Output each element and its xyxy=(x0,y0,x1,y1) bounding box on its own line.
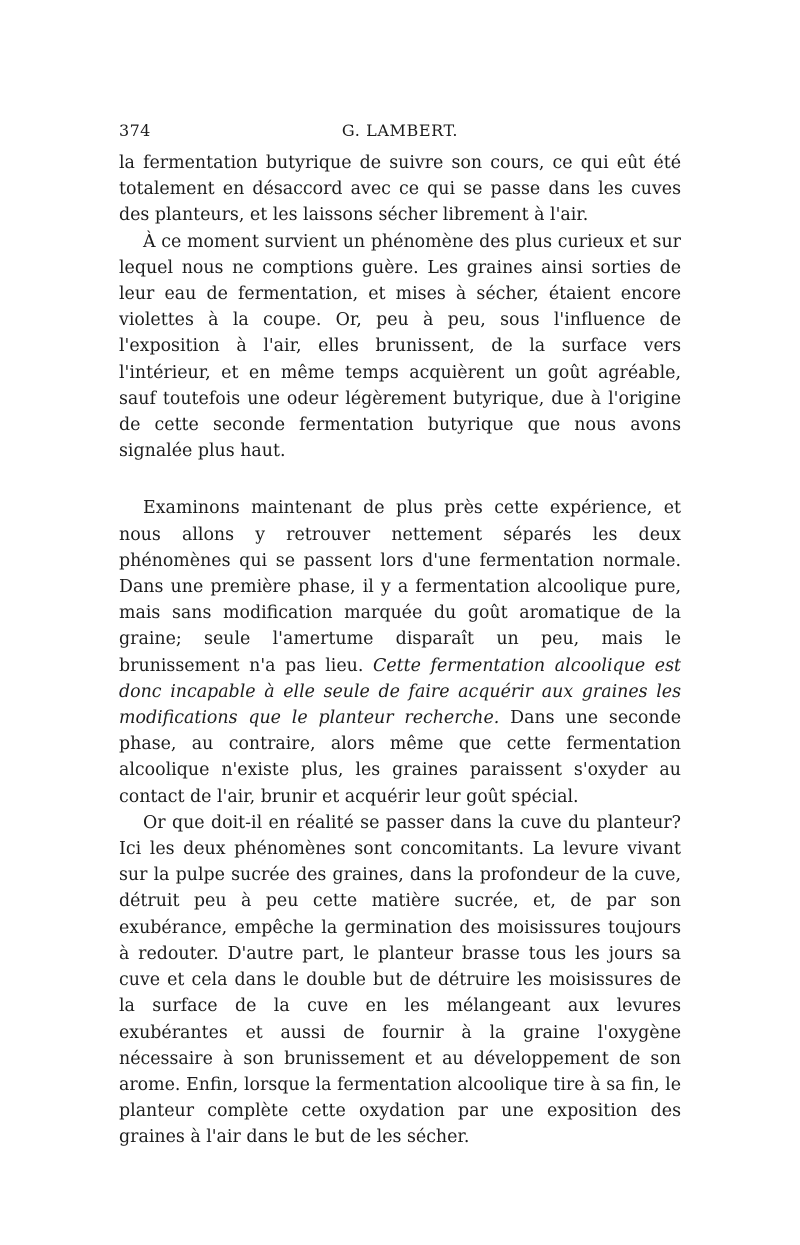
paragraph-4: Or que doit-il en réalité se passer dans la cuve du planteur? Ici les deux phénomènes sont concomitants. La levure vivant sur la pulpe sucrée des graines, dans la profondeur de la cuve, détruit peu à peu cette matière sucrée, et, de par son exubérance, empêche la germination des moisissures toujours à redouter. D'autre part, le planteur brasse tous les jours sa cuve et cela dans le double but de détruire les moisissures de la surface de la cuve en les mélangeant aux levures exubérantes et aussi de fournir à la graine l'oxygène nécessaire à son brunissement et au développement de son arome. Enfin, lorsque la fermentation alcoolique tire à sa fin, le planteur complète cette oxydation par une exposition des graines à l'air dans le but de les sécher. xyxy=(119,812,681,1148)
page-header xyxy=(119,118,681,146)
paragraph-3-text-before: Examinons maintenant de plus près cette expérience, et nous allons y retrouver nettement séparés les deux phénomènes qui se passent lors d'une fermentation normale. Dans une première phase, il y a fermentation alcoolique pure, mais sans modification marquée du goût aromatique de la graine; seule l'amertume disparaît un peu, mais le brunissement n'a pas lieu. xyxy=(119,498,681,676)
paragraph-3 xyxy=(119,495,681,809)
book-page xyxy=(119,118,681,1151)
paragraph-3-italic: Cette fermentation alcoolique est donc incapable à elle seule de faire acquérir aux graines les modifications que le planteur recherche. xyxy=(119,655,681,729)
paragraph-2: À ce moment survient un phénomène des plus curieux et sur lequel nous ne comptions guère. Les graines ainsi sorties de leur eau de fermentation, et mises à sécher, étaient encore violettes à la coupe. Or, peu à peu, sous l'influence de l'exposition à l'air, elles brunissent, de la surface vers l'intérieur, et en même temps acquièrent un goût agréable, sauf toutefois une odeur légèrement butyrique, due à l'origine de cette seconde fermentation butyrique que nous avons signalée plus haut. xyxy=(119,231,681,462)
paragraph-3-text-after: Dans une seconde phase, au contraire, alors même que cette fermentation alcoolique n'existe plus, les graines paraissent s'oxyder au contact de l'air, brunir et acquérir leur goût spécial. xyxy=(119,708,681,807)
page-number: 374 xyxy=(119,121,151,140)
paragraph-1: la fermentation butyrique de suivre son cours, ce qui eût été totalement en désaccord avec ce qui se passe dans les cuves des planteurs, et les laissons sécher librement à l'air. xyxy=(119,153,681,226)
running-head: G. LAMBERT. xyxy=(341,121,459,140)
